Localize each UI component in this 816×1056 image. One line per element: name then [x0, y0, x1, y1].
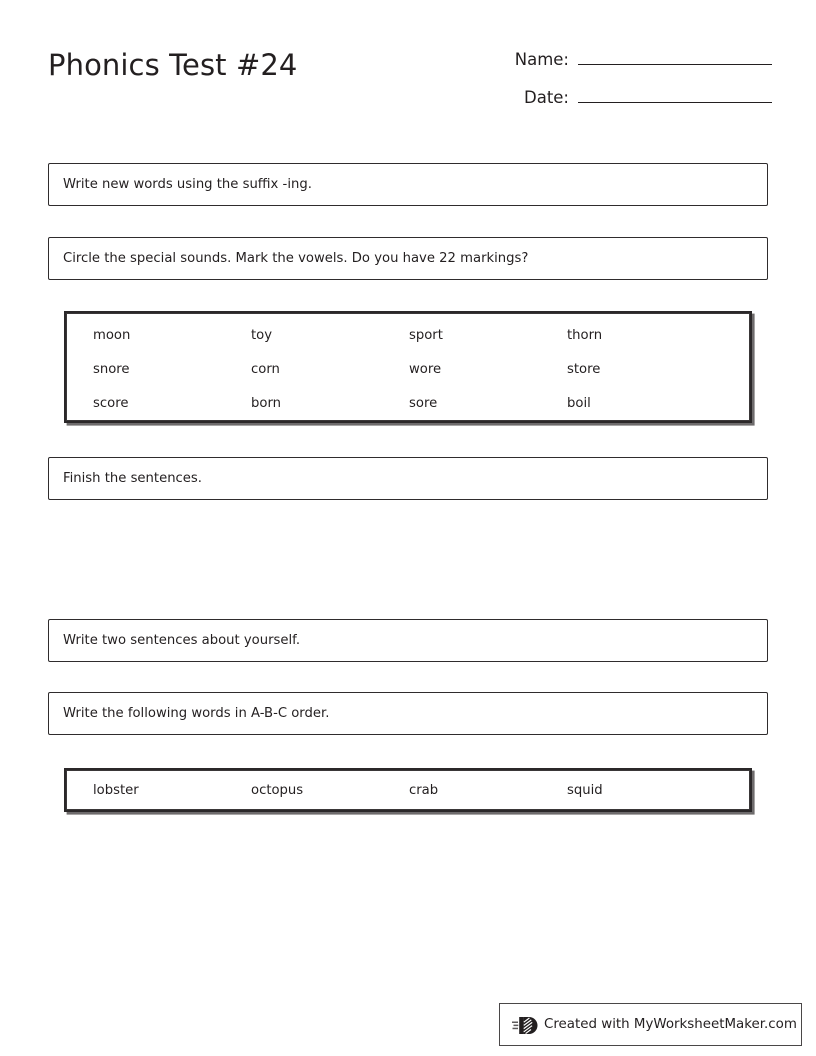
word-cell[interactable]: crab — [409, 782, 439, 798]
footer-attribution-text: Created with MyWorksheetMaker.com — [544, 1017, 797, 1032]
myworksheetmaker-logo-icon — [512, 1013, 538, 1037]
name-row — [497, 50, 772, 88]
abc-word-bank-box — [64, 768, 752, 812]
word-cell[interactable]: squid — [567, 782, 603, 798]
worksheet-header — [0, 0, 816, 140]
abc-word-row — [67, 771, 749, 809]
word-bank-row — [67, 318, 749, 352]
name-date-block — [497, 50, 772, 126]
word-cell[interactable]: snore — [93, 361, 130, 377]
word-cell[interactable]: lobster — [93, 782, 139, 798]
word-cell[interactable]: sore — [409, 395, 438, 411]
instruction-box-1: Write new words using the suffix -ing. — [48, 163, 768, 206]
instruction-box-4: Write two sentences about yourself. — [48, 619, 768, 662]
instruction-box-2: Circle the special sounds. Mark the vowels. Do you have 22 markings? — [48, 237, 768, 280]
word-cell[interactable]: moon — [93, 327, 131, 343]
word-cell[interactable]: toy — [251, 327, 273, 343]
date-label: Date: — [524, 88, 569, 107]
word-cell[interactable]: store — [567, 361, 601, 377]
date-row — [497, 88, 772, 126]
word-cell[interactable]: boil — [567, 395, 591, 411]
word-cell[interactable]: octopus — [251, 782, 304, 798]
abc-answer-writing-space[interactable] — [48, 818, 768, 988]
footer-attribution-badge[interactable] — [499, 1003, 802, 1046]
word-bank-box — [64, 311, 752, 423]
word-cell[interactable]: score — [93, 395, 129, 411]
word-cell[interactable]: wore — [409, 361, 442, 377]
date-input-line[interactable] — [578, 88, 772, 103]
word-bank-row — [67, 386, 749, 420]
word-bank-row — [67, 352, 749, 386]
instruction-box-3: Finish the sentences. — [48, 457, 768, 500]
word-cell[interactable]: sport — [409, 327, 443, 343]
page-title: Phonics Test #24 — [48, 48, 298, 82]
word-cell[interactable]: thorn — [567, 327, 603, 343]
word-bank-inner — [66, 313, 750, 421]
name-label: Name: — [514, 50, 569, 69]
name-input-line[interactable] — [578, 50, 772, 65]
instruction-box-5: Write the following words in A-B-C order. — [48, 692, 768, 735]
word-cell[interactable]: born — [251, 395, 281, 411]
answer-writing-space[interactable] — [48, 505, 768, 615]
abc-word-bank-inner — [66, 770, 750, 810]
word-cell[interactable]: corn — [251, 361, 280, 377]
